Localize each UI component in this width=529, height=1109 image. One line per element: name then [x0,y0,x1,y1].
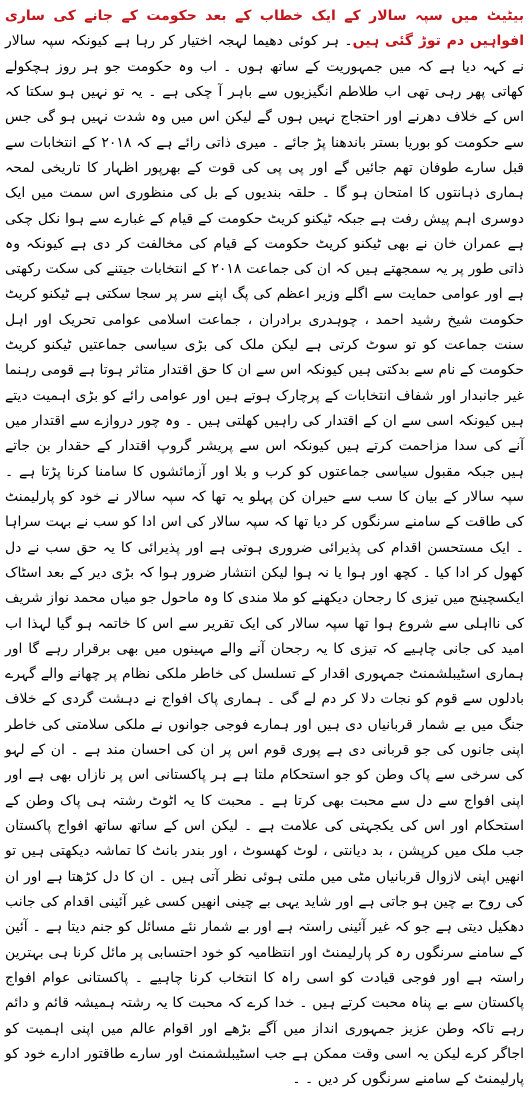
article-lead: بیٹیٹ میں سپہ سالار کے ایک خطاب کے بعد حکومت کے جانے کی ساری افواہیں دم توڑ گئی ہیں [5,8,524,50]
article-paragraph [5,4,524,1092]
article-body: ۔ ہر کوئی دھیما لہجہ اختیار کر رہا ہے کیونکہ سپہ سالار نے کہہ دیا ہے کہ میں جمہوریت کے ساتھ ہوں ۔ اب وہ حکومت جو ہر روز ہچکولے کھاتی پھر رہی تھی اب طلاطم انگیزیوں سے باہر آ چکی ہے ۔ یہ تو نہیں ہو سکتا کہ اس کے خلاف دھرنے اور احتجاج نہیں ہوں گے لیکن اس میں وہ شدت نہیں ہو گی جس سے حکومت کو بوریا بستر باندھنا پڑ جائے ۔ میری ذاتی رائے ہے کہ ۲۰۱۸ کے انتخابات سے قبل سارے طوفان تھم جائیں گے اور پی پی کی قوت کے بھرپور اظہار کا تاریخی لمحہ ہماری ذہانتوں کا امتحان ہو گا ۔ حلقہ بندیوں کے بل کی منظوری اس سمت میں ایک دوسری اہم پیش رفت ہے جبکہ ٹیکنو کریٹ حکومت کے قیام کے غبارے سے ہوا نکل چکی ہے عمران خان نے بھی ٹیکنو کریٹ حکومت کے قیام کی مخالفت کر دی ہے کیونکہ وہ ذاتی طور پر یہ سمجھتے ہیں کہ ان کی جماعت ۲۰۱۸ کے انتخابات جیتنے کی سکت رکھتی ہے اور عوامی حمایت سے اگلے وزیر اعظم کی پگ اپنے سر پر سجا سکتی ہے ٹیکنو کریٹ حکومت شیخ رشید احمد ، چوہدری برادران ، جماعت اسلامی عوامی تحریک اور اہل سنت جماعت کو تو سوٹ کرتی ہے لیکن ملک کی بڑی سیاسی جماعتیں ٹیکنو کریٹ حکومت کے نام سے بدکتی ہیں کیونکہ اس سے ان کا حق اقتدار متاثر ہوتا ہے قومی رہنما غیر جانبدار اور شفاف انتخابات کے پرچارک ہوتے ہیں اور عوامی رائے کو بڑی اہمیت دیتے ہیں کیونکہ اسی سے ان کے اقتدار کی راہیں کھلتی ہیں ۔ وہ چور دروازے سے اقتدار میں آنے کی سدا مزاحمت کرتے ہیں کیونکہ اس سے پریشر گروپ اقتدار کے حقدار بن جاتے ہیں جبکہ مقبول سیاسی جماعتوں کو کرب و بلا اور آزمائشوں کا سامنا کرنا پڑتا ہے ۔ سپہ سالار کے بیان کا سب سے حیران کن پہلو یہ تھا کہ سپہ سالار نے خود کو پارلیمنٹ کی طاقت کے سامنے سرنگوں کر دیا تھا کہ سپہ سالار کی اس ادا کو سب نے بہت سراہا ۔ ایک مستحسن اقدام کی پذیرائی ضروری ہوتی ہے اور پذیرائی کا یہ حق سب نے دل کھول کر ادا کیا ۔ کچھ اور ہوا یا نہ ہوا لیکن انتشار ضرور ہوا کہ بڑی دیر کے بعد اسٹاک ایکسچینج میں تیزی کا رجحان دیکھنے کو ملا مندی کا وہ ماحول جو میاں محمد نواز شریف کی نااہلی سے شروع ہوا تھا سپہ سالار کی ایک تقریر سے اس کا خاتمہ ہو گیا لہذا اب امید کی جانی چاہیے کہ تیزی کا یہ رجحان آنے والے مہینوں میں بھی برقرار رہے گا اور ہماری اسٹیبلشمنٹ جمہوری اقدار کے تسلسل کی خاطر ملکی نظام پر چھانے والے گہرے بادلوں سے قوم کو نجات دلا کر دم لے گی ۔ ہماری پاک افواج نے دہشت گردی کے خلاف جنگ میں بے شمار قربانیاں دی ہیں اور ہمارے فوجی جوانوں نے ملکی سلامتی کی خاطر اپنی جانوں کی جو قربانی دی ہے پوری قوم اس پر ان کی احسان مند ہے ۔ ان کے لہو کی سرخی سے پاک وطن کو جو استحکام ملتا ہے ہر پاکستانی اس پر نازاں بھی ہے اور اپنی افواج سے دل سے محبت بھی کرتا ہے ۔ محبت کا یہ اٹوٹ رشتہ ہی پاک وطن کے استحکام اور اس کی یکجہتی کی علامت ہے ۔ لیکن اس کے ساتھ ساتھ افواج پاکستان جب ملک میں کرپشن ، بد دیانتی ، لوٹ کھسوٹ ، اور بندر بانٹ کا تماشہ دیکھتی ہیں تو انھیں اپنی لازوال قربانیاں مٹی میں ملتی ہوئی نظر آتی ہیں ۔ ان کا دل کڑھتا ہے اور ان کی روح بے چین ہو جاتی ہے اور شاید یہی بے چینی انھیں کسی غیر آئینی اقدام کی جانب دھکیل دیتی ہے جو کہ غیر آئینی راستہ ہے اور بے شمار نئے مسائل کو جنم دیتا ہے ۔ آئین کے سامنے سرنگوں رہ کر پارلیمنٹ اور انتظامیہ کو خود احتسابی پر مائل کرنا ہی بہترین راستہ ہے اور فوجی قیادت کو اسی راہ کا انتخاب کرنا چاہیے ۔ پاکستانی عوام افواج پاکستان سے بے پناہ محبت کرتے ہیں ۔ خدا کرے کہ محبت کا یہ رشتہ ہمیشہ قائم و دائم رہے تاکہ وطن عزیز جمہوری انداز میں آگے بڑھے اور اقوام عالم میں اپنی اہمیت کو اجاگر کرے لیکن یہ اسی وقت ممکن ہے جب اسٹیبلشمنٹ اور سارے طاقتور ادارے خود کو پارلیمنٹ کے سامنے سرنگوں کر دیں ۔ ۔ [5,33,524,1088]
